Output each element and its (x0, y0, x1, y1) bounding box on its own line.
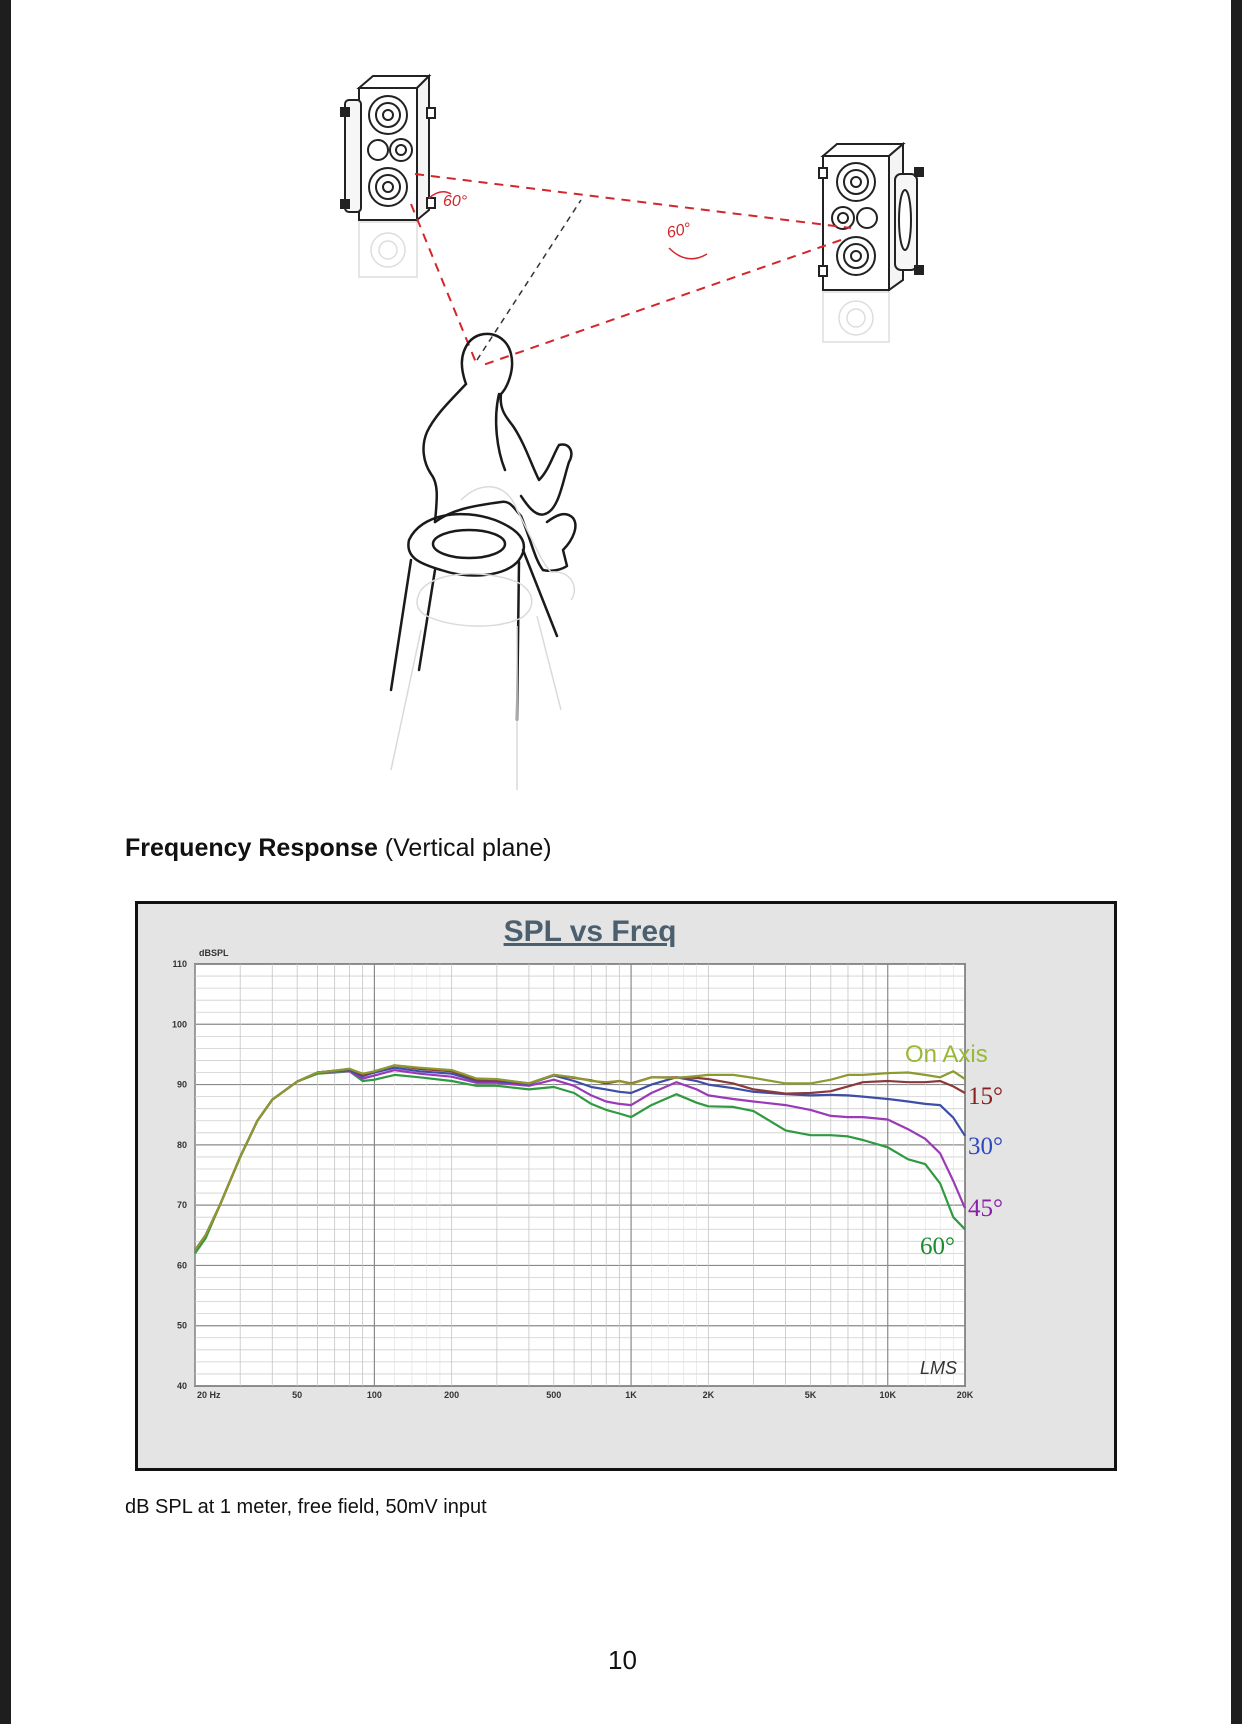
section-title-bold: Frequency Response (125, 834, 378, 862)
x-tick-label: 100 (366, 1390, 382, 1400)
section-title (125, 834, 552, 863)
plot-area (195, 964, 965, 1386)
x-tick-label: 20K (956, 1390, 974, 1400)
x-tick-label: 200 (444, 1390, 460, 1400)
listener-figure (391, 334, 575, 720)
right-speaker-icon (819, 144, 923, 290)
right-speaker-reflection (823, 292, 889, 342)
series-label: 45° (968, 1195, 1003, 1222)
y-tick-label: 40 (176, 1381, 187, 1391)
listening-position-illustration (311, 70, 991, 810)
spl-vs-freq-chart (138, 904, 1114, 1468)
left-speaker-icon (341, 76, 435, 220)
section-title-rest: (Vertical plane) (377, 834, 552, 862)
x-tick-label: 2K (702, 1390, 715, 1400)
series-label: 15° (968, 1083, 1003, 1110)
series-label: 60° (920, 1233, 955, 1260)
x-tick-label: 20 Hz (197, 1390, 221, 1400)
y-tick-label: 60 (176, 1260, 187, 1271)
x-tick-label: 5K (804, 1390, 817, 1400)
chart-title: SPL vs Freq (503, 915, 677, 948)
spl-chart-frame (135, 901, 1117, 1471)
x-tick-label: 10K (879, 1390, 896, 1400)
y-tick-label: 50 (176, 1320, 187, 1331)
y-tick-label: 80 (176, 1139, 187, 1150)
page-number: 10 (608, 1645, 637, 1675)
y-tick-label: 100 (171, 1019, 187, 1030)
left-speaker-reflection (359, 222, 417, 277)
y-tick-label: 110 (172, 959, 187, 969)
left-angle-label: 60° (443, 193, 468, 210)
chart-caption: dB SPL at 1 meter, free field, 50mV input (125, 1496, 487, 1518)
y-axis-label: dBSPL (199, 948, 229, 958)
x-tick-label: 500 (546, 1390, 562, 1400)
lms-watermark: LMS (920, 1358, 958, 1378)
y-tick-label: 70 (176, 1200, 187, 1211)
series-label: On Axis (905, 1041, 988, 1068)
y-tick-label: 90 (176, 1079, 187, 1090)
x-tick-label: 50 (292, 1390, 303, 1400)
right-angle-arc (669, 248, 707, 259)
x-tick-label: 1K (625, 1390, 637, 1400)
right-angle-label: 60° (665, 220, 693, 242)
document-page (11, 0, 1231, 1724)
series-label: 30° (968, 1133, 1003, 1160)
